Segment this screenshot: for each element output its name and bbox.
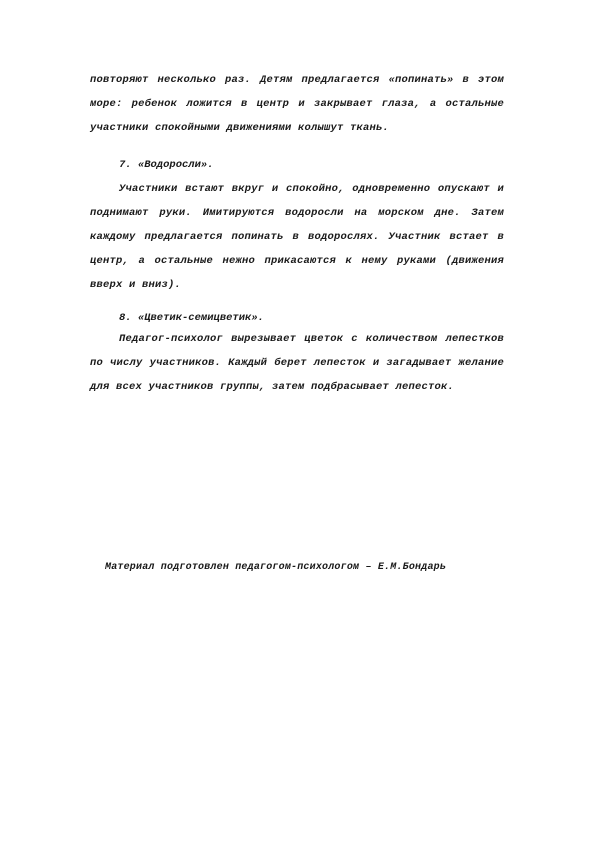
section-body-7: Участники встают вкруг и спокойно, одновременно опускают и поднимают руки. Имитируются водоросли на морском дне. Затем каждому предлагается попинать в водорослях. Участник встает в центр, а остальные нежно прикасаются к нему руками (движения вверх и вниз). <box>90 183 504 291</box>
section-heading-7: 7. «Водоросли». <box>119 159 214 171</box>
author-footer: Материал подготовлен педагогом-психологом – Е.М.Бондарь <box>105 562 447 573</box>
section-heading-8: 8. «Цветик-семицветик». <box>119 312 264 324</box>
intro-paragraph: повторяют несколько раз. Детям предлагается «попинать» в этом море: ребенок ложится в центр и закрывает глаза, а остальные участники спокойными движениями колышут ткань. <box>90 74 504 134</box>
section-body-8: Педагог-психолог вырезывает цветок с количеством лепестков по числу участников. Каждый берет лепесток и загадывает желание для всех участников группы, затем подбрасывает лепесток. <box>90 333 504 393</box>
